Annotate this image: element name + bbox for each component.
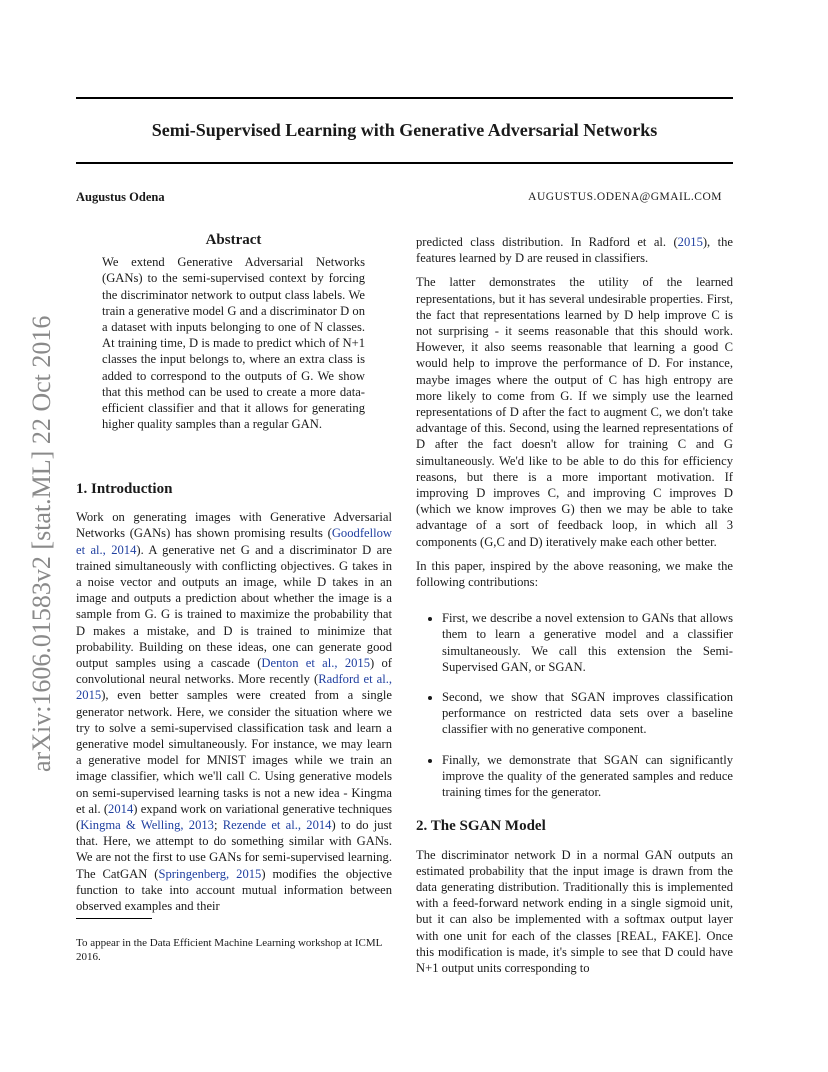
footnote-rule (76, 918, 152, 919)
citation-link[interactable]: 2014 (108, 801, 134, 816)
motivation-paragraph: The latter demonstrates the utility of the learned representations, but it has several undesirable properties. First, the fact that representations learned by D help improve C is not surprising - it seems reasonable that this should work. However, it also seems reasonable that learning a good C would help to improve the performance of D. For instance, maybe images where the output of C has high entropy are more likely to come from G. If we simply use the learned representations of D after the fact to augment C, we don't take advantage of this. Second, using the learned representations of D after the fact doesn't allow for training C and G simultaneously. We'd like to be able to do this for efficiency reasons, but there is a more important motivation. If improving D improves C, and improving C improves D (which we know improves G) then we may be able to take advantage of a sort of feedback loop, in which all 3 components (G,C and D) iteratively make each other better. (416, 275, 733, 549)
right-column (416, 234, 733, 984)
author-name: Augustus Odena (76, 190, 165, 204)
intro-paragraph: Work on generating images with Generative Adversarial Networks (GANs) has shown promising results (Goodfellow et al., 2014). A generative net G and a discriminator D are trained simultaneously with conflicting objectives. G takes in a noise vector and outputs an image, while D takes in an image and outputs a prediction about whether the image is a sample from G. G is trained to maximize the probability that D makes a mistake, and D is trained to minimize that probability. Building on these ideas, one can generate good output samples using a cascade (Denton et al., 2015) of convolutional neural networks. More recently (Radford et al., 2015), even better samples were created from a single generator network. Here, we consider the situation where we try to solve a semi-supervised classification task and learn a generative model simultaneously. For instance, we may learn a generative model for MNIST images while we train an image classifier, which we'll call C. Using generative models on semi-supervised learning tasks is not a new idea - Kingma et al. (2014) expand work on variational generative techniques (Kingma & Welling, 2013; Rezende et al., 2014) to do just that. Here, we attempt to do something similar with GANs. We are not the first to use GANs for semi-supervised learning. The CatGAN (Springenberg, 2015) modifies the objective function to take into account mutual information between observed examples and their (76, 510, 392, 914)
footnote: To appear in the Data Efficient Machine Learning workshop at ICML 2016. (76, 937, 382, 963)
citation-link[interactable]: 2015 (677, 235, 703, 249)
citation-link[interactable]: Rezende et al., 2014 (222, 818, 332, 833)
intro-heading: 1. Introduction (76, 481, 173, 497)
author-email: AUGUSTUS.ODENA@GMAIL.COM (528, 191, 722, 203)
citation-link[interactable]: Kingma & Welling, 2013 (80, 818, 214, 833)
title-rule-bottom (76, 162, 733, 164)
arxiv-sidebar-stamp: arXiv:1606.01583v2 [stat.ML] 22 Oct 2016 (27, 315, 56, 772)
abstract-heading: Abstract (205, 232, 262, 248)
abstract-section (102, 232, 365, 432)
list-item: • Finally, we demonstrate that SGAN can significantly improve the quality of the generated samples and reduce training times for the generator. (442, 752, 733, 801)
section2-heading: 2. The SGAN Model (416, 818, 546, 835)
left-column (76, 481, 392, 922)
citation-link[interactable]: Springenberg, 2015 (158, 866, 262, 881)
sgan-model-paragraph: The discriminator network D in a normal GAN outputs an estimated probability that the input image is drawn from the data generating distribution. Traditionally this is implemented with a feed-forward network ending in a single sigmoid unit, but it can also be implemented with a softmax output layer with one unit for each of the classes [REAL, FAKE]. Once this modification is made, it's simple to see that D could have N+1 output units corresponding to (416, 847, 733, 975)
title-rule-top (76, 97, 733, 99)
contributions-intro: In this paper, inspired by the above reasoning, we make the following contributions: (416, 558, 733, 590)
paper-title: Semi-Supervised Learning with Generative Adversarial Networks (151, 120, 658, 140)
right-paragraph-continued: predicted class distribution. In Radford et al. (2015), the features learned by D are reused in classifiers. (416, 235, 733, 266)
citation-link[interactable]: Goodfellow et al., 2014 (76, 526, 392, 557)
list-item: • First, we describe a novel extension to GANs that allows them to learn a generative model and a classifier simultaneously. We call this extension the Semi-Supervised GAN, or SGAN. (442, 610, 733, 675)
citation-link[interactable]: Radford et al., 2015 (76, 672, 392, 703)
contributions-list (416, 610, 733, 800)
abstract-text: We extend Generative Adversarial Networks (GANs) to the semi-supervised context by forcing the discriminator network to output class labels. We train a generative model G and a discriminator D on a dataset with inputs belonging to one of N classes. At training time, D is made to predict which of N+1 classes the input belongs to, where an extra class is added to correspond to the outputs of G. We show that this method can be used to create a more data-efficient classifier and that it allows for generating higher quality samples than a regular GAN. (102, 255, 365, 432)
list-item: • Second, we show that SGAN improves classification performance on restricted data sets over a baseline classifier with no generative component. (442, 689, 733, 738)
citation-link[interactable]: Denton et al., 2015 (261, 656, 371, 671)
